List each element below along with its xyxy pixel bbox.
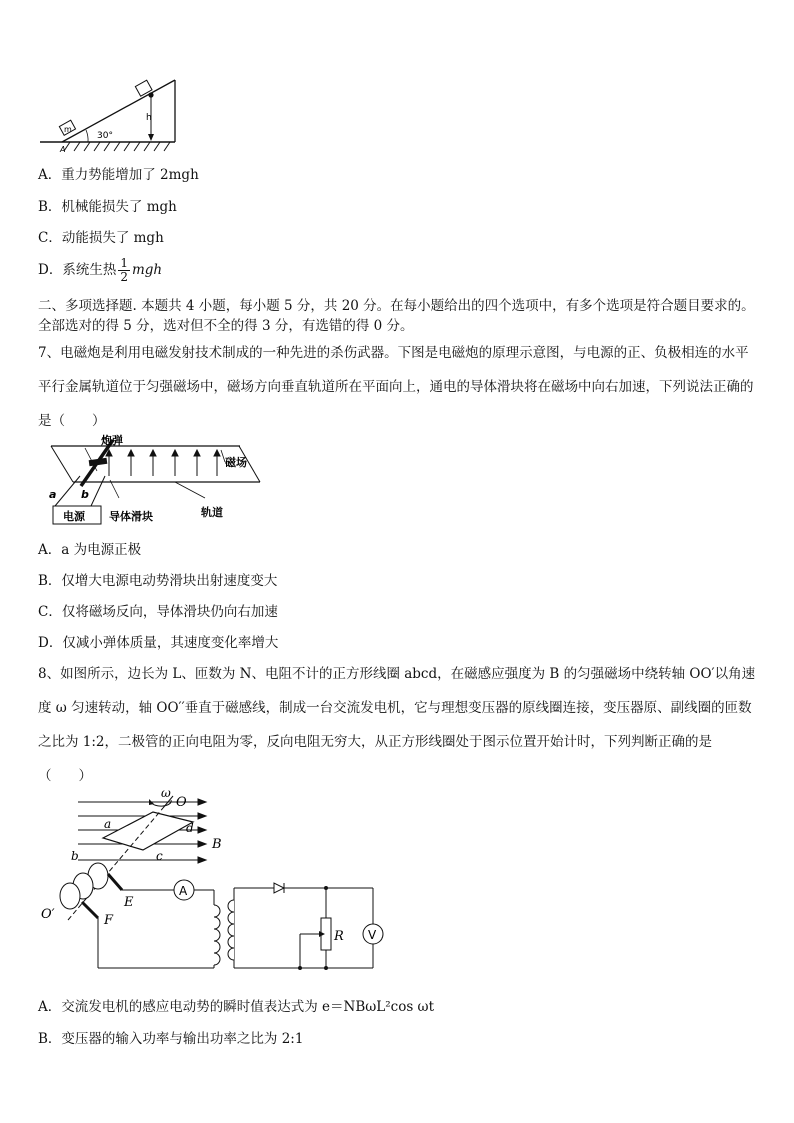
railgun-a-label: a	[49, 488, 57, 501]
q6-option-d	[38, 256, 162, 284]
q6-option-b: B．机械能损失了 mgh	[38, 199, 177, 215]
railgun-figure	[45, 436, 265, 528]
coil-c-label: c	[156, 849, 163, 863]
resistor-r-label: R	[334, 929, 344, 944]
fraction-half	[118, 257, 130, 284]
axis-o-prime-label: O′	[41, 907, 55, 922]
q8-stem: 8、如图所示，边长为 L、匝数为 N、电阻不计的正方形线圈 abcd，在磁感应强度为 B 的匀强磁场中绕转轴 OO′以角速度 ω 匀速转动，轴 OO′′垂直于磁感线，制成一台交流发电机，它与理想变压器的原线圈连接，变压器原、副线圈的匝数之比为 1:2，二极管的正向电阻为零，反向电阻无穷大，从正方形线圈处于图示位置开始计时，下列判断正确的是（ ）	[38, 666, 756, 784]
generator-figure	[38, 786, 388, 980]
q8-option-a: A．交流发电机的感应电动势的瞬时值表达式为 e＝NBωL²cos ωt	[38, 999, 434, 1015]
q7-option-b: B．仅增大电源电动势滑块出射速度变大	[38, 573, 278, 589]
brush-e-label: E	[124, 895, 134, 910]
axis-o-label: O	[176, 795, 187, 810]
omega-label: ω	[161, 786, 171, 800]
coil-a-label: a	[104, 817, 112, 831]
railgun-power-label: 电源	[63, 510, 85, 523]
q6-option-a: A．重力势能增加了 2mgh	[38, 167, 199, 183]
incline-height-label: h	[146, 113, 152, 123]
q7-stem: 7、电磁炮是利用电磁发射技术制成的一种先进的杀伤武器。下图是电磁炮的原理示意图，与电源的正、负极相连的水平平行金属轨道位于匀强磁场中，磁场方向垂直轨道所在平面向上，通电的导体滑块将在磁场中向右加速，下列说法正确的是（ ）	[38, 345, 754, 429]
q6-option-c: C．动能损失了 mgh	[38, 230, 164, 246]
incline-point-label: A	[60, 145, 66, 154]
q7-option-a: A．a 为电源正极	[38, 542, 142, 558]
railgun-b-label: b	[81, 488, 89, 501]
voltmeter-label: V	[368, 928, 377, 942]
q7-option-c: C．仅将磁场反向，导体滑块仍向右加速	[38, 604, 278, 620]
q8-option-b: B．变压器的输入功率与输出功率之比为 2:1	[38, 1031, 304, 1047]
field-b-label: B	[212, 837, 222, 852]
brush-f-label: F	[104, 913, 114, 928]
railgun-slider-label: 导体滑块	[109, 510, 153, 523]
incline-figure	[40, 78, 190, 158]
fraction-numerator: 1	[120, 256, 128, 270]
incline-mass-label: m	[64, 125, 72, 134]
railgun-field-label: 磁场	[225, 456, 247, 469]
q6-option-d-prefix: D．系统生热	[38, 262, 117, 278]
section-2-heading: 二、多项选择题. 本题共 4 小题，每小题 5 分，共 20 分。在每小题给出的四个选项中，有多个选项是符合题目要求的。全部选对的得 5 分，选对但不全的得 3 分，有选错的得 0 分。	[38, 298, 755, 334]
fraction-denominator: 2	[120, 270, 128, 284]
incline-angle-label: 30°	[97, 131, 113, 141]
q7-option-d: D．仅减小弹体质量，其速度变化率增大	[38, 635, 279, 651]
ammeter-label: A	[179, 884, 188, 898]
coil-d-label: d	[186, 821, 194, 835]
railgun-rail-label: 轨道	[201, 506, 223, 519]
railgun-shell-label: 炮弹	[101, 434, 123, 447]
q6-option-d-suffix: mgh	[131, 262, 163, 278]
coil-b-label: b	[71, 849, 79, 863]
